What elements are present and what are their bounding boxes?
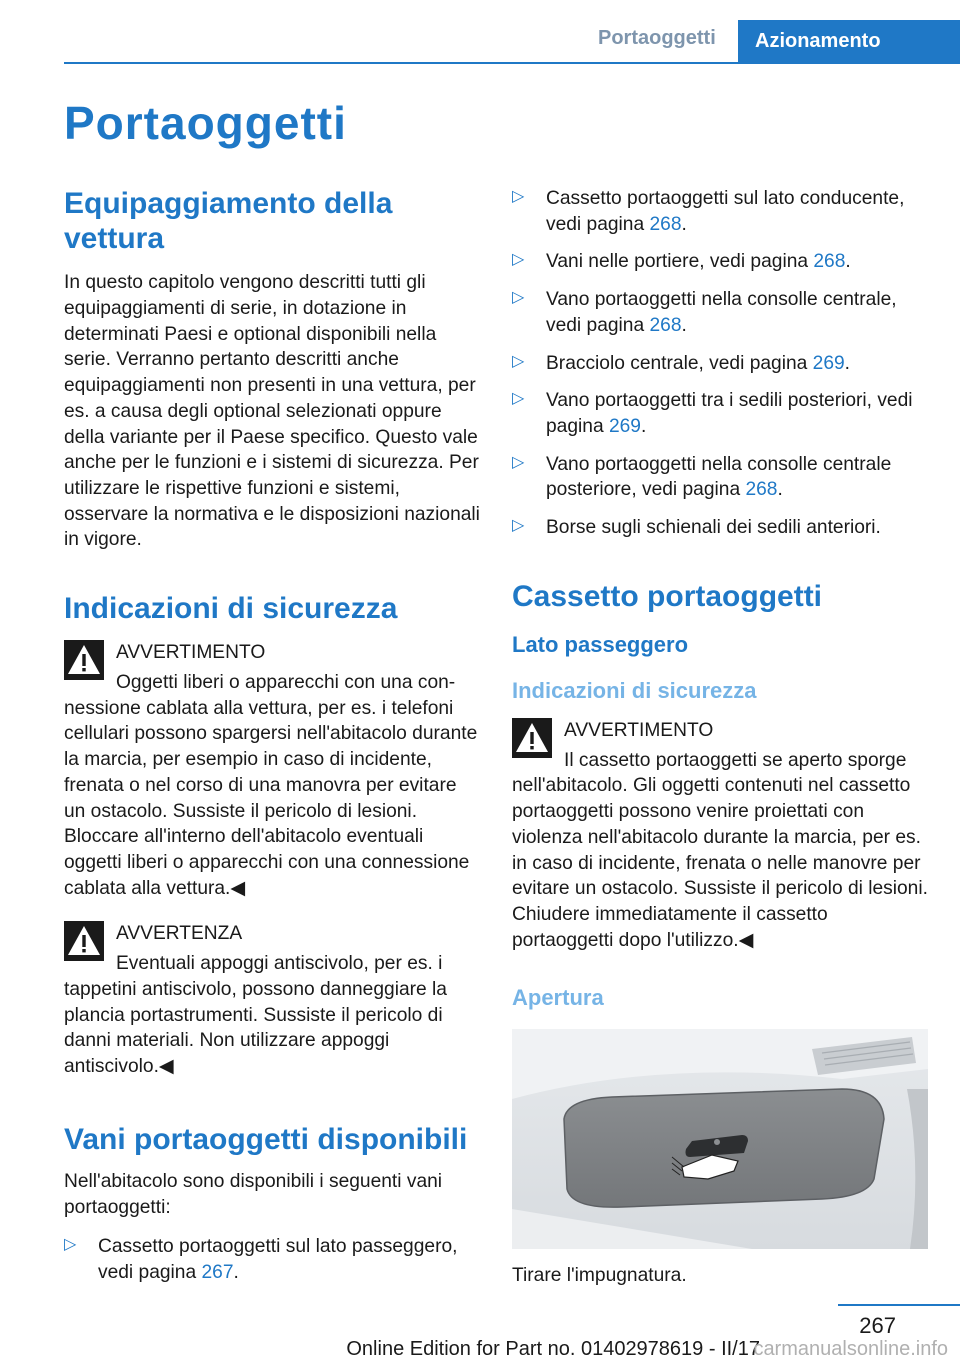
warning-label: AVVERTIMENTO	[564, 720, 714, 741]
triangle-bullet-icon: ▷	[512, 352, 525, 370]
triangle-bullet-icon: ▷	[64, 1236, 77, 1254]
left-column	[64, 186, 480, 1298]
watermark: carmanualsonline.info	[753, 1338, 948, 1360]
page-link[interactable]: 268	[745, 479, 778, 501]
storage-list	[64, 1234, 480, 1285]
heading-cassetto: Cassetto portaoggetti	[512, 579, 823, 613]
page-link[interactable]: 268	[813, 251, 846, 273]
warning-triangle-icon	[64, 921, 104, 961]
paragraph-vani: Nell'abitacolo sono disponibili i seguenti vani portaoggetti:	[64, 1170, 443, 1218]
list-item-period: .	[233, 1261, 239, 1283]
tab-section[interactable]: Portaoggetti	[598, 27, 716, 49]
glovebox-illustration	[512, 1029, 928, 1249]
list-item-text: Borse sugli schienali dei sedili anteriori.	[546, 517, 881, 539]
list-item	[64, 1234, 480, 1285]
tab-chapter[interactable]: Azionamento	[738, 20, 960, 62]
list-item-period: .	[681, 314, 687, 336]
warning-text: nell'abitacolo. Gli oggetti contenuti nel cassetto portaoggetti possono venire proiettati con violenza nell'abitacolo durante la marcia, per es. in caso di incidente, frenata o nelle manovre per evitare un ostacolo. Sussiste il pericolo di lesioni. Chiudere immediatamente il cassetto portaoggetti dopo l'utilizzo.◀	[512, 775, 928, 951]
footer-rule	[838, 1304, 960, 1306]
page-link[interactable]: 268	[649, 314, 682, 336]
edition-note: Online Edition for Part no. 01402978619 - II/17	[346, 1338, 760, 1360]
header-rule	[64, 62, 960, 64]
heading-safety: Indicazioni di sicurezza	[64, 592, 398, 626]
warning-block-1	[64, 640, 480, 901]
triangle-bullet-icon: ▷	[512, 453, 525, 471]
list-item	[512, 287, 928, 338]
list-item	[512, 186, 928, 237]
list-item-text: Vani nelle portiere, vedi pagina	[546, 251, 814, 273]
triangle-bullet-icon: ▷	[512, 390, 525, 408]
warning-block-3	[512, 718, 928, 953]
page-link[interactable]: 269	[608, 416, 641, 438]
heading-lato-passeggero: Lato passeggero	[512, 632, 689, 657]
page-number: 267	[859, 1313, 896, 1338]
list-item-text: Cassetto portaoggetti sul lato passeggero, vedi pagina	[98, 1236, 458, 1283]
warning-text: tappetini antiscivolo, possono danneggiare la plancia portastrumenti. Sussiste il pericolo di danni materiali. Non utilizzare appoggi antiscivolo.◀	[64, 978, 447, 1077]
warning-triangle-icon	[512, 718, 552, 758]
list-item	[512, 351, 928, 377]
list-item-text: Vano portaoggetti nella consolle centrale, vedi pagina	[546, 289, 897, 336]
warning-label: AVVERTIMENTO	[116, 642, 266, 664]
list-item-text: Vano portaoggetti tra i sedili posteriori, vedi pagina	[546, 390, 913, 438]
page-title: Portaoggetti	[64, 97, 347, 149]
list-item-text: Vano portaoggetti nella consolle centrale posteriore, vedi pagina	[546, 453, 892, 501]
warning-text-first: Oggetti liberi o apparecchi con una con-	[116, 671, 456, 693]
warning-text: nessione cablata alla vettura, per es. i telefoni cellulari possono spargersi nell'abitacolo durante la marcia, per esempio in caso di incidente, frenata o nel corso di una manovra per evitare un ostacolo. Sussiste il pericolo di lesioni. Bloccare all'interno dell'abitacolo eventuali oggetti liberi o apparecchi con una connessione cablata alla vettura.◀	[64, 697, 478, 899]
list-item	[512, 388, 928, 439]
heading-safety-right: Indicazioni di sicurezza	[512, 678, 757, 703]
list-item-period: .	[844, 352, 851, 374]
triangle-bullet-icon: ▷	[512, 289, 525, 307]
warning-text-first: Il cassetto portaoggetti se aperto sporge	[564, 749, 907, 771]
heading-apertura: Apertura	[512, 985, 604, 1011]
triangle-bullet-icon: ▷	[512, 188, 525, 205]
warning-block-2	[64, 921, 480, 1079]
warning-triangle-icon	[64, 640, 104, 680]
paragraph-equipaggiamento: In questo capitolo vengono descritti tutti gli equipaggiamenti di serie, in dotazione in determinati Paesi e optional disponibili nella serie. Verranno pertanto descritti anche equipaggiamenti non presenti in una vettura, per es. a causa degli optional selezionati oppure della variante per il Paese specifico. Questo vale anche per le funzioni e i sistemi di sicurezza. Per utilizzare le rispettive funzioni e sistemi, osservare la normativa e le disposizioni nazionali in vigore.	[64, 272, 480, 551]
list-item-period: .	[777, 479, 783, 501]
storage-list	[512, 186, 928, 541]
list-item-period: .	[640, 416, 647, 438]
list-item-period: .	[845, 251, 851, 273]
page-link[interactable]: 267	[201, 1261, 234, 1283]
list-item-text: Bracciolo centrale, vedi pagina	[546, 352, 813, 374]
right-column	[512, 186, 928, 1289]
list-item-period: .	[681, 213, 687, 235]
warning-label: AVVERTENZA	[116, 923, 243, 945]
triangle-bullet-icon: ▷	[512, 517, 525, 535]
page-link[interactable]: 268	[649, 213, 682, 235]
list-item	[512, 515, 928, 541]
triangle-bullet-icon: ▷	[512, 251, 525, 269]
heading-vani: Vani portaoggetti disponibili	[64, 1122, 468, 1156]
heading-equipaggiamento: Equipaggiamento della vettura	[64, 187, 393, 256]
page-link[interactable]: 269	[812, 352, 845, 374]
figure-caption: Tirare l'impugnatura.	[512, 1265, 687, 1287]
list-item-text: Cassetto portaoggetti sul lato conducente, vedi pagina	[546, 188, 905, 235]
list-item	[512, 452, 928, 503]
warning-text-first: Eventuali appoggi antiscivolo, per es. i	[116, 953, 443, 975]
list-item	[512, 249, 928, 275]
